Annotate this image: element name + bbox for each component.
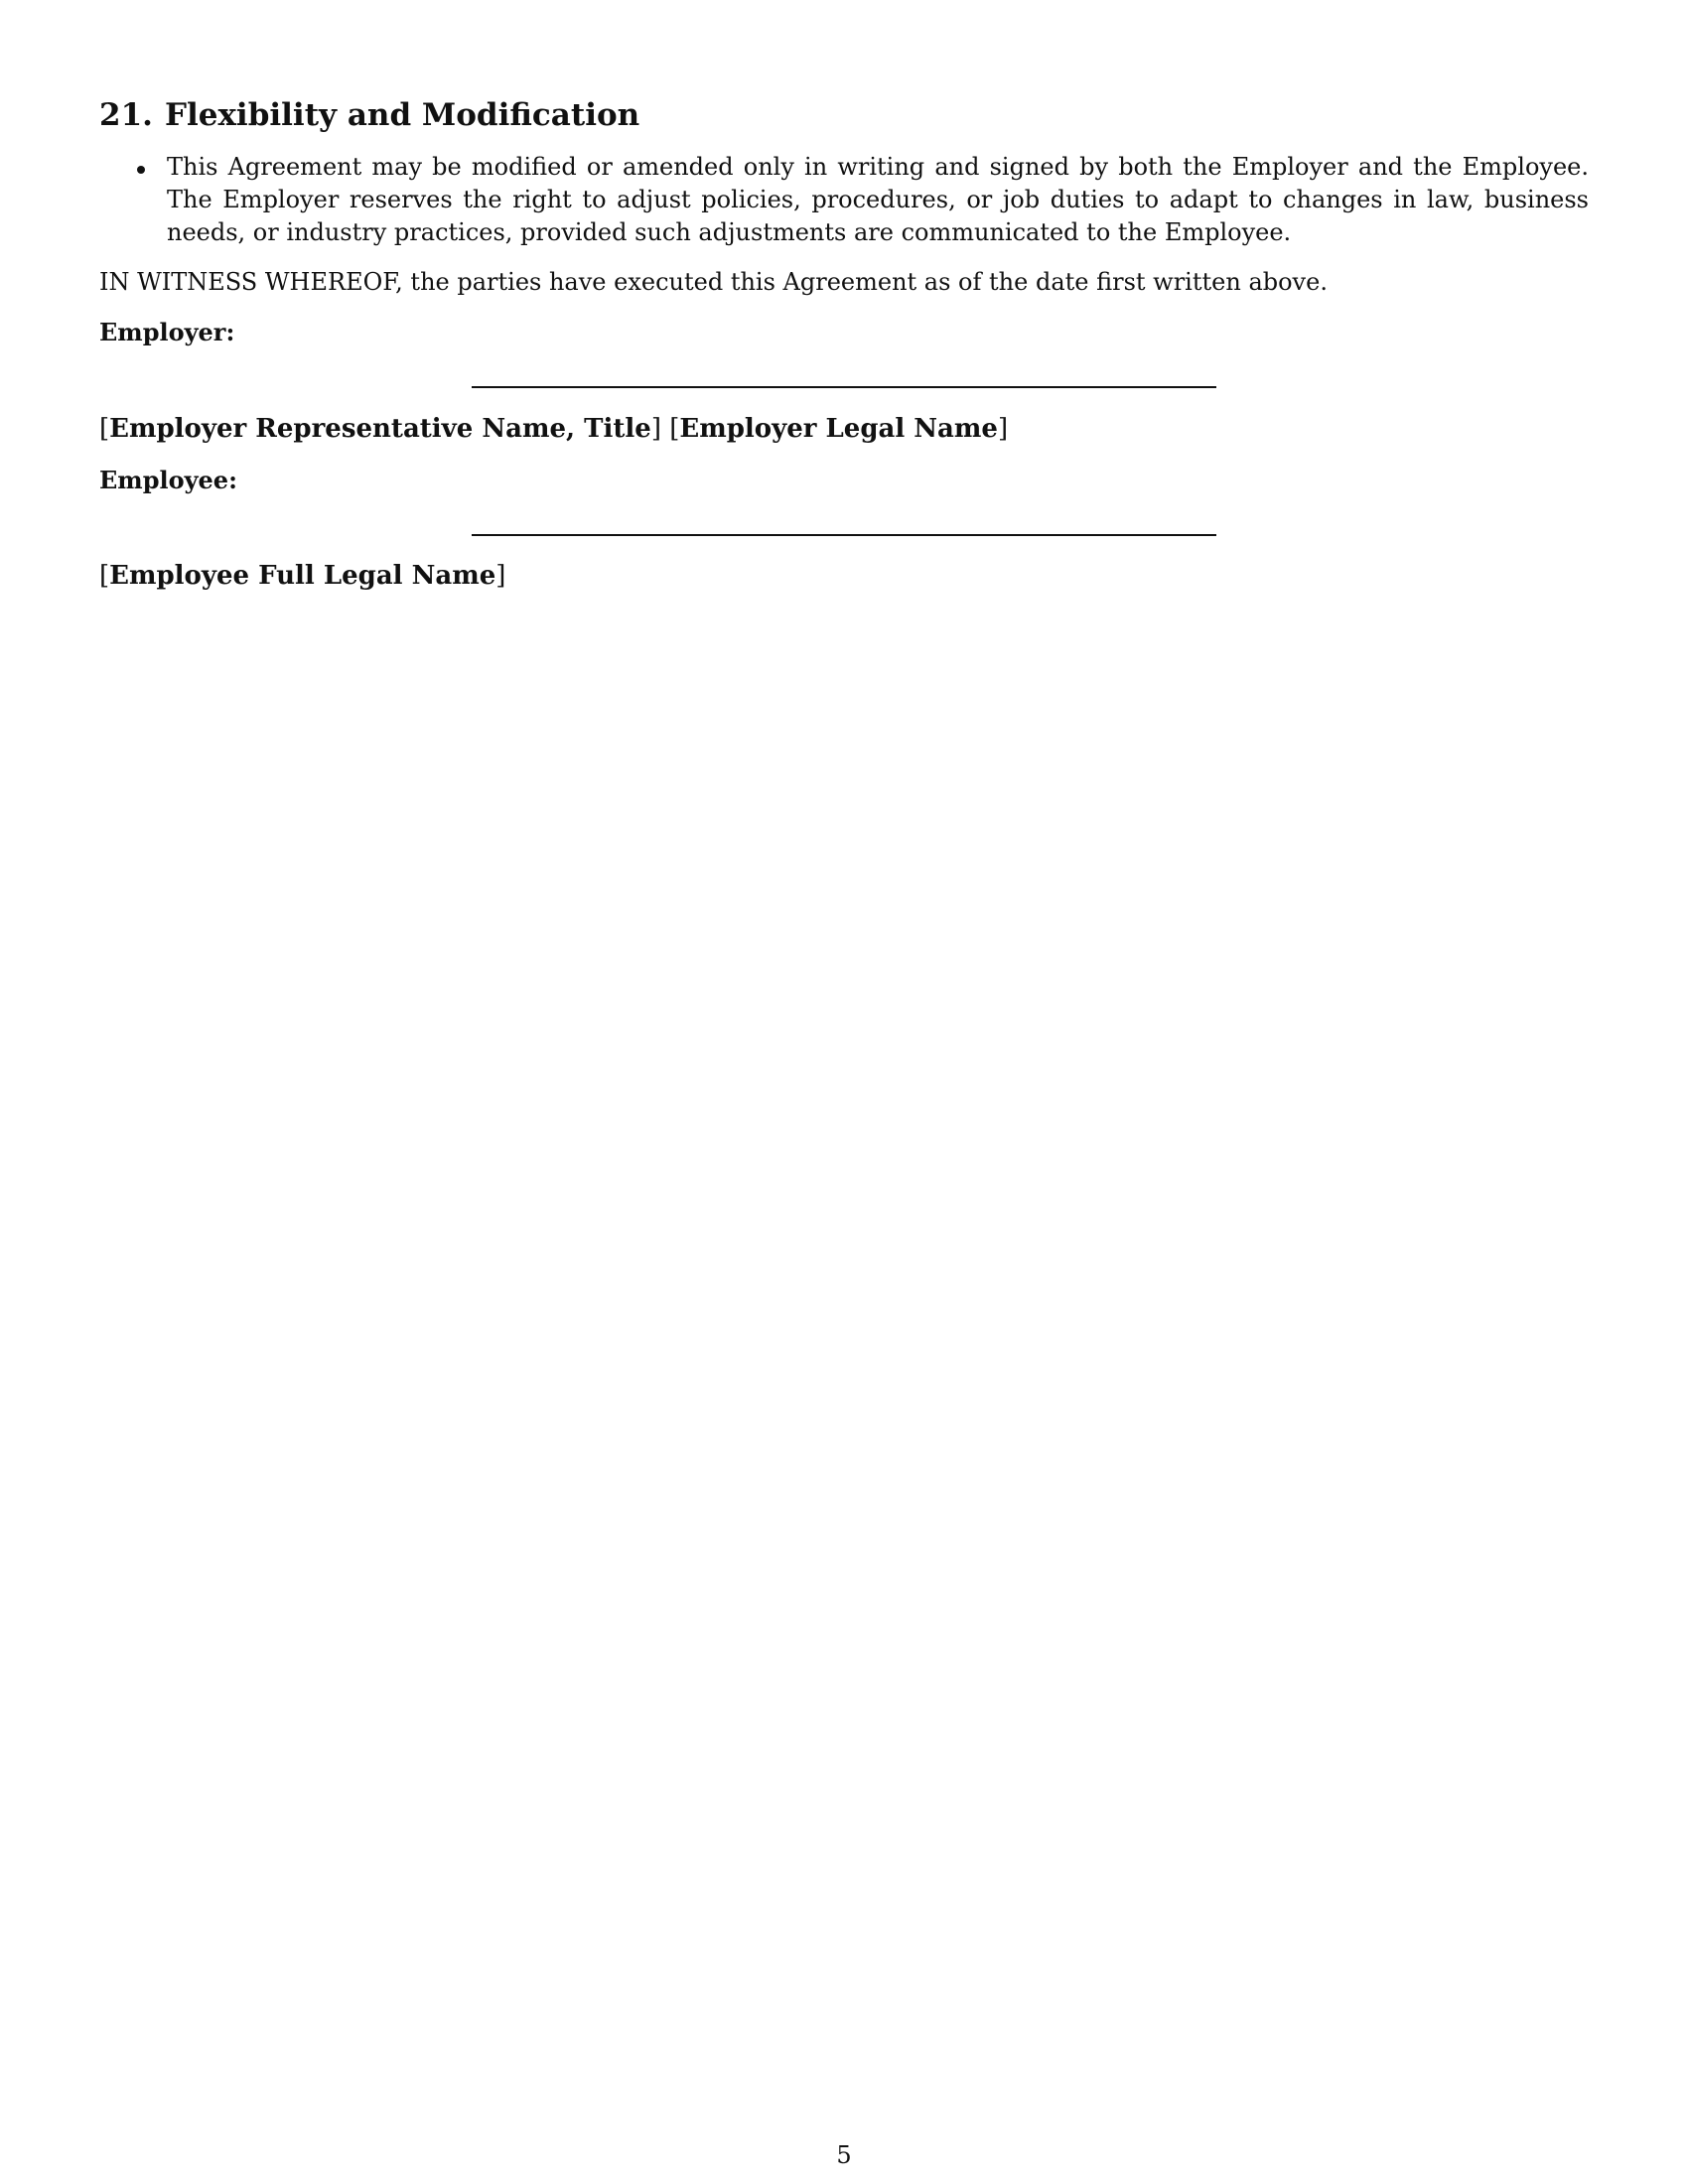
bracket-open: [ (99, 414, 110, 444)
employer-legal-name-placeholder: Employer Legal Name (679, 414, 998, 444)
list-item (99, 151, 1589, 249)
bracket-open: [ (669, 414, 680, 444)
employee-label: Employee: (99, 466, 237, 494)
section-bullet-list (99, 151, 1589, 249)
bracket-close: ] (495, 561, 506, 591)
employer-signature-line[interactable] (472, 386, 1216, 388)
employer-representative-placeholder: Employer Representative Name, Title (109, 414, 651, 444)
page-number: 5 (836, 2141, 852, 2169)
bullet-text: This Agreement may be modified or amended only in writing and signed by both the Employer and the Employee. The Employer reserves the right to adjust policies, procedures, or job duties to adapt to changes in law, business needs, or industry practices, provided such adjustments are communicated to the Employee. (167, 153, 1589, 246)
section-title: Flexibility and Modification (164, 97, 640, 133)
employer-signatory-block (99, 411, 1008, 447)
employee-name-placeholder: Employee Full Legal Name (109, 561, 496, 591)
bullet-icon (137, 166, 145, 174)
bracket-close: ] (650, 414, 661, 444)
section-number: 21. (99, 97, 153, 133)
employee-signatory-block (99, 558, 505, 594)
bracket-open: [ (99, 561, 110, 591)
employer-label: Employer: (99, 318, 235, 346)
bracket-close: ] (997, 414, 1009, 444)
section-heading (99, 95, 639, 135)
employee-signature-line[interactable] (472, 534, 1216, 536)
witness-statement: IN WITNESS WHEREOF, the parties have executed this Agreement as of the date first written above. (99, 268, 1328, 296)
